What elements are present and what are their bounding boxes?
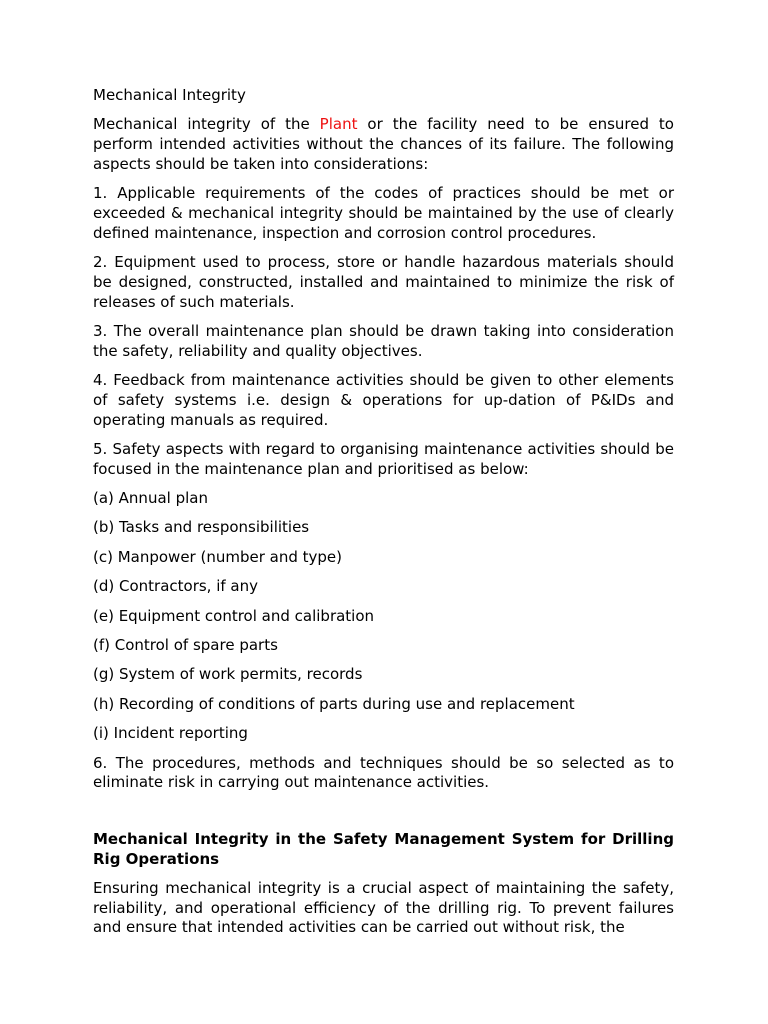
sub-item-f: (f) Control of spare parts <box>93 636 278 654</box>
point-6: 6. The procedures, methods and techniques should be so selected as to eliminate risk in carrying out maintenance activities. <box>93 753 674 792</box>
document-title: Mechanical Integrity <box>93 86 246 104</box>
sub-item-b: (b) Tasks and responsibilities <box>93 518 310 537</box>
sub-item-d: (d) Contractors, if any <box>93 577 259 596</box>
point-3: 3. The overall maintenance plan should be drawn taking into consideration the safety, reliability and quality objectives. <box>93 321 674 360</box>
sub-item-i: (i) Incident reporting <box>93 724 248 743</box>
document-page <box>93 86 674 948</box>
sub-item-c: (c) Manpower (number and type) <box>93 547 343 566</box>
sub-item-e: (e) Equipment control and calibration <box>93 606 375 625</box>
point-2: 2. Equipment used to process, store or handle hazardous materials should be designed, constructed, installed and maintained to minimize the risk of releases of such materials. <box>93 253 674 311</box>
section-heading: Mechanical Integrity in the Safety Management System for Drilling Rig Operations <box>93 830 674 868</box>
point-5: 5. Safety aspects with regard to organising maintenance activities should be focused in the maintenance plan and prioritised as below: <box>93 439 674 478</box>
sub-item-a: (a) Annual plan <box>93 489 208 508</box>
intro-before: Mechanical integrity of the <box>93 115 320 134</box>
point-4: 4. Feedback from maintenance activities should be given to other elements of safety systems i.e. design & operations for up-dation of P&IDs and operating manuals as required. <box>93 371 674 429</box>
plant-highlight: Plant <box>319 115 358 134</box>
sub-item-g: (g) System of work permits, records <box>93 665 363 684</box>
intro-after: or the facility need to be ensured to perform intended activities without the chances of its failure. The following aspects should be taken into considerations: <box>93 115 674 173</box>
sub-item-h: (h) Recording of conditions of parts during use and replacement <box>93 694 575 713</box>
section-paragraph: Ensuring mechanical integrity is a crucial aspect of maintaining the safety, reliability, and operational efficiency of the drilling rig. To prevent failures and ensure that intended activities can be carried out without risk, the <box>93 878 674 937</box>
point-1: 1. Applicable requirements of the codes of practices should be met or exceeded & mechanical integrity should be maintained by the use of clearly defined maintenance, inspection and corrosion control procedures. <box>93 184 674 242</box>
intro-paragraph <box>93 115 674 174</box>
